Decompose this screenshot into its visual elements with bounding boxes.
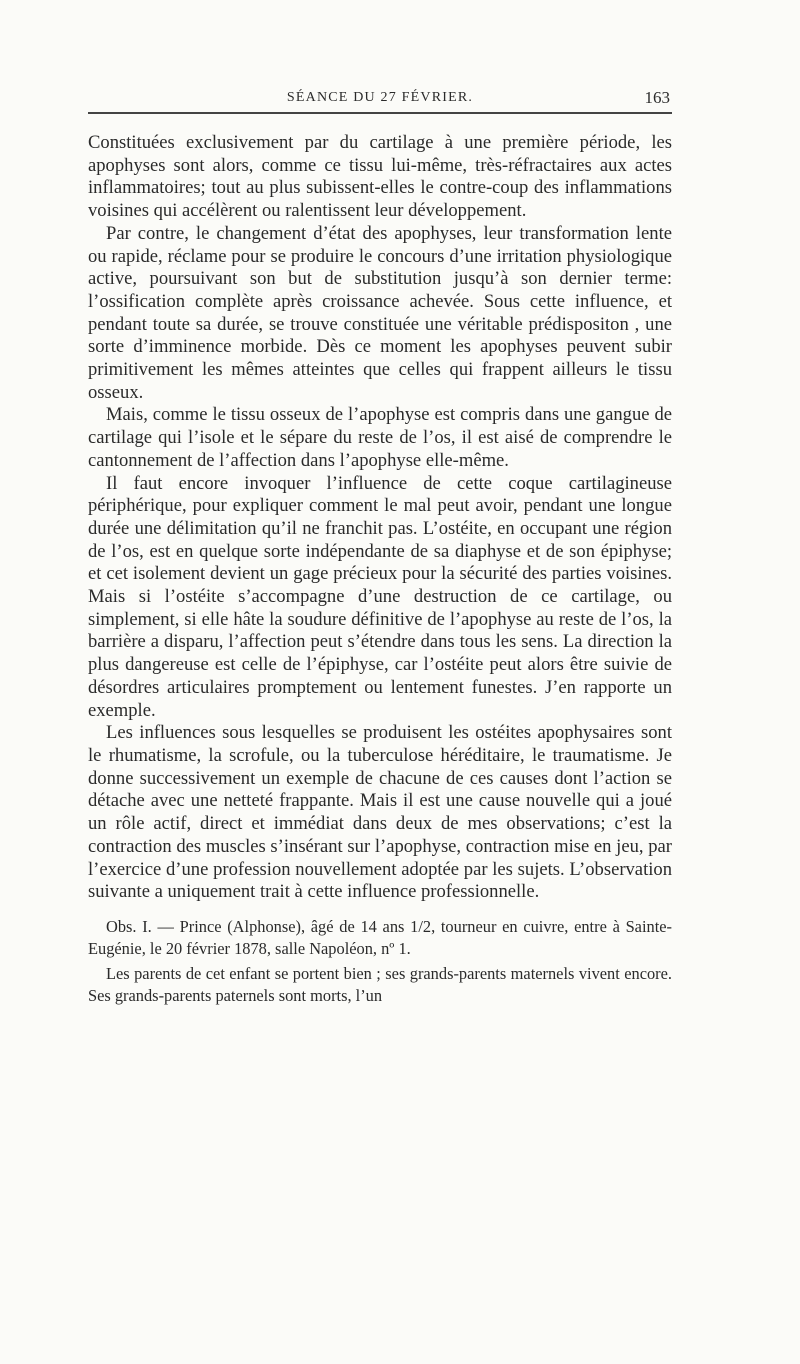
observation-heading: Obs. I. bbox=[106, 916, 152, 936]
paragraph: Il faut encore invoquer l’influence de cette coque cartilagineuse périphérique, pour expliquer comment le mal peut avoir, pendant une longue durée une délimitation qu’il ne franchit pas. L’ostéite, en occupant une région de l’os, est en quelque sorte indépendante de sa diaphyse et de son épiphyse; et cet isolement devient un gage précieux pour la sécurité des parties voisines. Mais si l’ostéite s’accompagne d’une destruction de ce cartilage, ou simplement, si elle hâte la soudure définitive de l’apophyse au reste de l’os, la barrière a disparu, l’affection peut s’étendre dans tous les sens. La direction la plus dangereuse est celle de l’épiphyse, car l’ostéite peut alors être suivie de désordres articulaires promptement ou lentement funestes. J’en rapporte un exemple. bbox=[88, 472, 672, 721]
observation-continuation: Les parents de cet enfant se portent bien ; ses grands-parents maternels vivent encore. Ses grands-parents paternels sont morts, l’un bbox=[88, 964, 672, 1005]
page-content bbox=[88, 86, 672, 1006]
running-title: SÉANCE DU 27 FÉVRIER. bbox=[286, 90, 474, 105]
observation-intro bbox=[88, 916, 672, 959]
page-header bbox=[88, 86, 672, 114]
observation-text: — Prince (Alphonse), âgé de 14 ans 1/2, tourneur en cuivre, entre à Sainte-Eugénie, le 20 février 1878, salle Napoléon, nº 1. bbox=[88, 916, 672, 958]
body-text bbox=[88, 132, 672, 904]
paragraph: Les influences sous lesquelles se produisent les ostéites apophysaires sont le rhumatisme, la scrofule, ou la tuberculose héréditaire, le traumatisme. Je donne successivement un exemple de chacune de ces causes dont l’action se détache avec une netteté frappante. Mais il est une cause nouvelle qui a joué un rôle actif, direct et immédiat dans deux de mes observations; c’est la contraction des muscles s’insérant sur l’apophyse, contraction mise en jeu, par l’exercice d’une profession nouvellement adoptée par les sujets. L’observation suivante a uniquement trait à cette influence professionnelle. bbox=[88, 722, 672, 903]
paragraph: Constituées exclusivement par du cartilage à une première période, les apophyses sont alors, comme ce tissu lui-même, très-réfractaires aux actes inflammatoires; tout au plus subissent-elles le contre-coup des inflammations voisines qui accélèrent ou ralentissent leur développement. bbox=[88, 132, 672, 222]
observation-block bbox=[88, 916, 672, 1006]
paragraph: Mais, comme le tissu osseux de l’apophyse est compris dans une gangue de cartilage qui l’isole et le sépare du reste de l’os, il est aisé de comprendre le cantonnement de l’affection dans l’apophyse elle-même. bbox=[88, 404, 672, 471]
paragraph: Par contre, le changement d’état des apophyses, leur transformation lente ou rapide, réclame pour se produire le concours d’une irritation physiologique active, poursuivant son but de substitution jusqu’à son dernier terme: l’ossification complète après croissance achevée. Sous cette influence, et pendant toute sa durée, se trouve constituée une véritable prédispositon , une sorte d’imminence morbide. Dès ce moment les apophyses peuvent subir primitivement les mêmes atteintes que celles qui frappent ailleurs le tissu osseux. bbox=[88, 222, 672, 403]
page-number: 163 bbox=[644, 88, 670, 107]
